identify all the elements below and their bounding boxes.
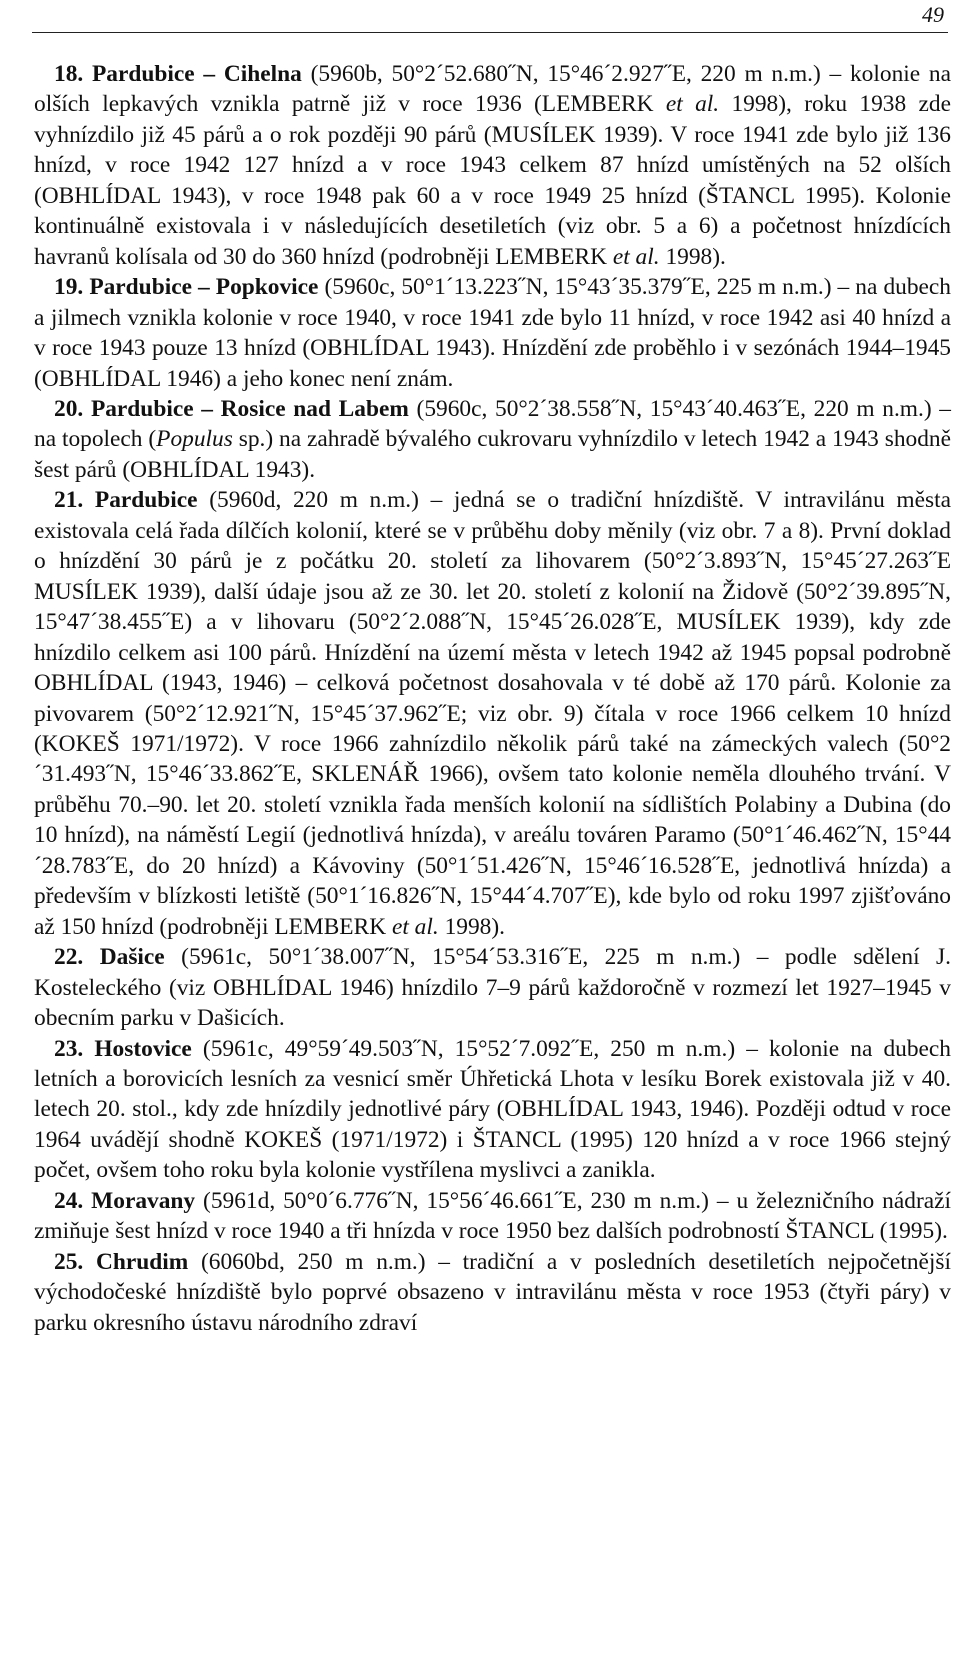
entry-text-italic: Populus <box>156 426 233 453</box>
entry-19 <box>34 272 951 394</box>
entry-text: (5960c, 50°1´13.223˝N, 15°43´35.379˝E, 225 m n.m.) – na dubech a jilmech vznikla kolonie v roce 1940, v roce 1941 zde bylo 11 hnízd, v roce 1942 asi 40 hnízd a v roce 1943 pouze 13 hnízd (OBHLÍDAL 1943). Hnízdění zde proběhlo i v sezónách 1944–1945 (OBHLÍDAL 1946) a jeho konec není znám. <box>34 274 951 392</box>
entry-text: (5960c, 50°2´38.558˝N, 15°43´40.463˝E, 220 m n.m.) – na topolech ( <box>34 395 951 453</box>
entry-23 <box>34 1034 951 1186</box>
entry-locality: Pardubice – Rosice nad Labem <box>90 395 409 422</box>
entry-text: 1998). <box>659 243 726 270</box>
entry-number: 25. <box>54 1248 84 1275</box>
entry-text: (5960b, 50°2´52.680˝N, 15°46´2.927˝E, 220 m n.m.) – kolonie na olších lepkavých vznikla patrně již v roce 1936 (LEMBERK <box>34 61 951 118</box>
article-body <box>34 59 951 1338</box>
entry-locality: Pardubice <box>94 487 198 514</box>
entry-24 <box>34 1186 951 1247</box>
entry-text: (5960d, 220 m n.m.) – jedná se o tradiční hnízdiště. V intravilánu města existovala celá řada dílčích kolonií, které se v průběhu doby měnily (viz obr. 7 a 8). První doklad o hnízdění 30 párů je z počátku 20. století za lihovarem (50°2´3.893˝N, 15°45´27.263˝E MUSÍLEK 1939), další údaje jsou až ze 30. let 20. století z kolonií na Židově (50°2´39.895˝N, 15°47´38.455˝E) a v lihovaru (50°2´2.088˝N, 15°45´26.028˝E, MUSÍLEK 1939), kdy zde hnízdilo celkem asi 100 párů. Hnízdění na území města v letech 1942 až 1945 popsal podrobně OBHLÍDAL (1943, 1946) – celková početnost dosahovala v té době až 170 párů. Kolonie za pivovarem (50°2´12.921˝N, 15°45´37.962˝E; viz obr. 9) čítala v roce 1966 celkem 10 hnízd (KOKEŠ 1971/1972). V roce 1966 zahnízdilo několik párů také na zámeckých valech (50°2´31.493˝N, 15°46´33.862˝E, SKLENÁŘ 1966), ovšem tato kolonie neměla dlouhého trvání. V průběhu 70.–90. let 20. století vznikla řada menších kolonií na sídlištích Polabiny a Dubina (do 10 hnízd), na náměstí Legií (jednotlivá hnízda), v areálu továren Paramo (50°1´46.462˝N, 15°44´28.783˝E, do 20 hnízd) a Kávoviny (50°1´51.426˝N, 15°46´16.528˝E, jednotlivá hnízda) a především v blízkosti letiště (50°1´16.826˝N, 15°44´4.707˝E), kde bylo od roku 1997 zjišťováno až 150 hnízd (podrobněji LEMBERK <box>34 487 951 940</box>
entry-locality: Pardubice – Cihelna <box>92 61 302 87</box>
entry-locality: Hostovice <box>94 1035 192 1062</box>
page-number: 49 <box>922 2 944 27</box>
entry-number: 22. <box>54 944 84 971</box>
entry-text: (5961c, 49°59´49.503˝N, 15°52´7.092˝E, 250 m n.m.) – kolonie na dubech letních a borovicích lesních za vesnicí směr Úhřetická Lhota v lesíku Borek existovala již v 40. letech 20. stol., kdy zde hnízdily jednotlivé páry (OBHLÍDAL 1943, 1946). Později odtud v roce 1964 uvádějí shodně KOKEŠ (1971/1972) i ŠTANCL (1995) 120 hnízd a v roce 1966 stejný počet, ovšem toho roku byla kolonie vystřílena myslivci a zanikla. <box>34 1035 951 1184</box>
entry-text: sp.) na zahradě bývalého cukrovaru vyhnízdilo v letech 1942 a 1943 shodně šest párů (OBHLÍDAL 1943). <box>34 426 951 483</box>
entry-locality: Dašice <box>99 944 165 971</box>
entry-text: 1998). <box>438 913 506 940</box>
entry-locality: Chrudim <box>95 1248 189 1275</box>
entry-number: 21. <box>54 487 84 514</box>
entry-22 <box>34 942 951 1033</box>
entry-locality: Pardubice – Popkovice <box>89 274 319 301</box>
entry-number: 20. <box>54 395 84 422</box>
entry-text-italic: et al. <box>665 91 720 118</box>
entry-25 <box>34 1247 951 1338</box>
entry-number: 23. <box>54 1035 84 1062</box>
entry-number: 18. <box>54 61 84 87</box>
entry-text: (5961c, 50°1´38.007˝N, 15°54´53.316˝E, 225 m n.m.) – podle sdělení J. Kosteleckého (viz OBHLÍDAL 1946) hnízdilo 7–9 párů každoročně v rozmezí let 1927–1945 v obecním parku v Dašicích. <box>34 944 951 1032</box>
entry-number: 24. <box>54 1187 84 1214</box>
entry-text: (5961d, 50°0´6.776˝N, 15°56´46.661˝E, 230 m n.m.) – u železničního nádraží zmiňuje šest hnízd v roce 1940 a tři hnízda v roce 1950 bez dalších podrobností ŠTANCL (1995). <box>34 1187 951 1245</box>
entry-text: 1998), roku 1938 zde vyhnízdilo již 45 párů a o rok později 90 párů (MUSÍLEK 1939). V roce 1941 zde bylo již 136 hnízd, v roce 1942 127 hnízd a v roce 1943 celkem 87 hnízd umístěných na 52 olších (OBHLÍDAL 1943), v roce 1948 pak 60 a v roce 1949 25 hnízd (ŠTANCL 1995). Kolonie kontinuálně existovala i v následujících desetiletích (viz obr. 5 a 6) a početnost hnízdících havranů kolísala od 30 do 360 hnízd (podrobněji LEMBERK <box>34 91 951 270</box>
entry-21 <box>34 485 951 942</box>
entry-20 <box>34 394 951 485</box>
entry-text-italic: et al. <box>391 913 439 940</box>
header-rule <box>32 32 948 33</box>
entry-locality: Moravany <box>91 1187 196 1214</box>
entry-text-italic: et al. <box>612 243 660 270</box>
entry-18 <box>34 59 951 272</box>
entry-text: (6060bd, 250 m n.m.) – tradiční a v posledních desetiletích nejpočetnější východočeské hnízdiště bylo poprvé obsazeno v intravilánu města v roce 1953 (čtyři páry) v parku okresního ústavu národního zdraví <box>34 1248 951 1336</box>
entry-number: 19. <box>54 274 84 301</box>
